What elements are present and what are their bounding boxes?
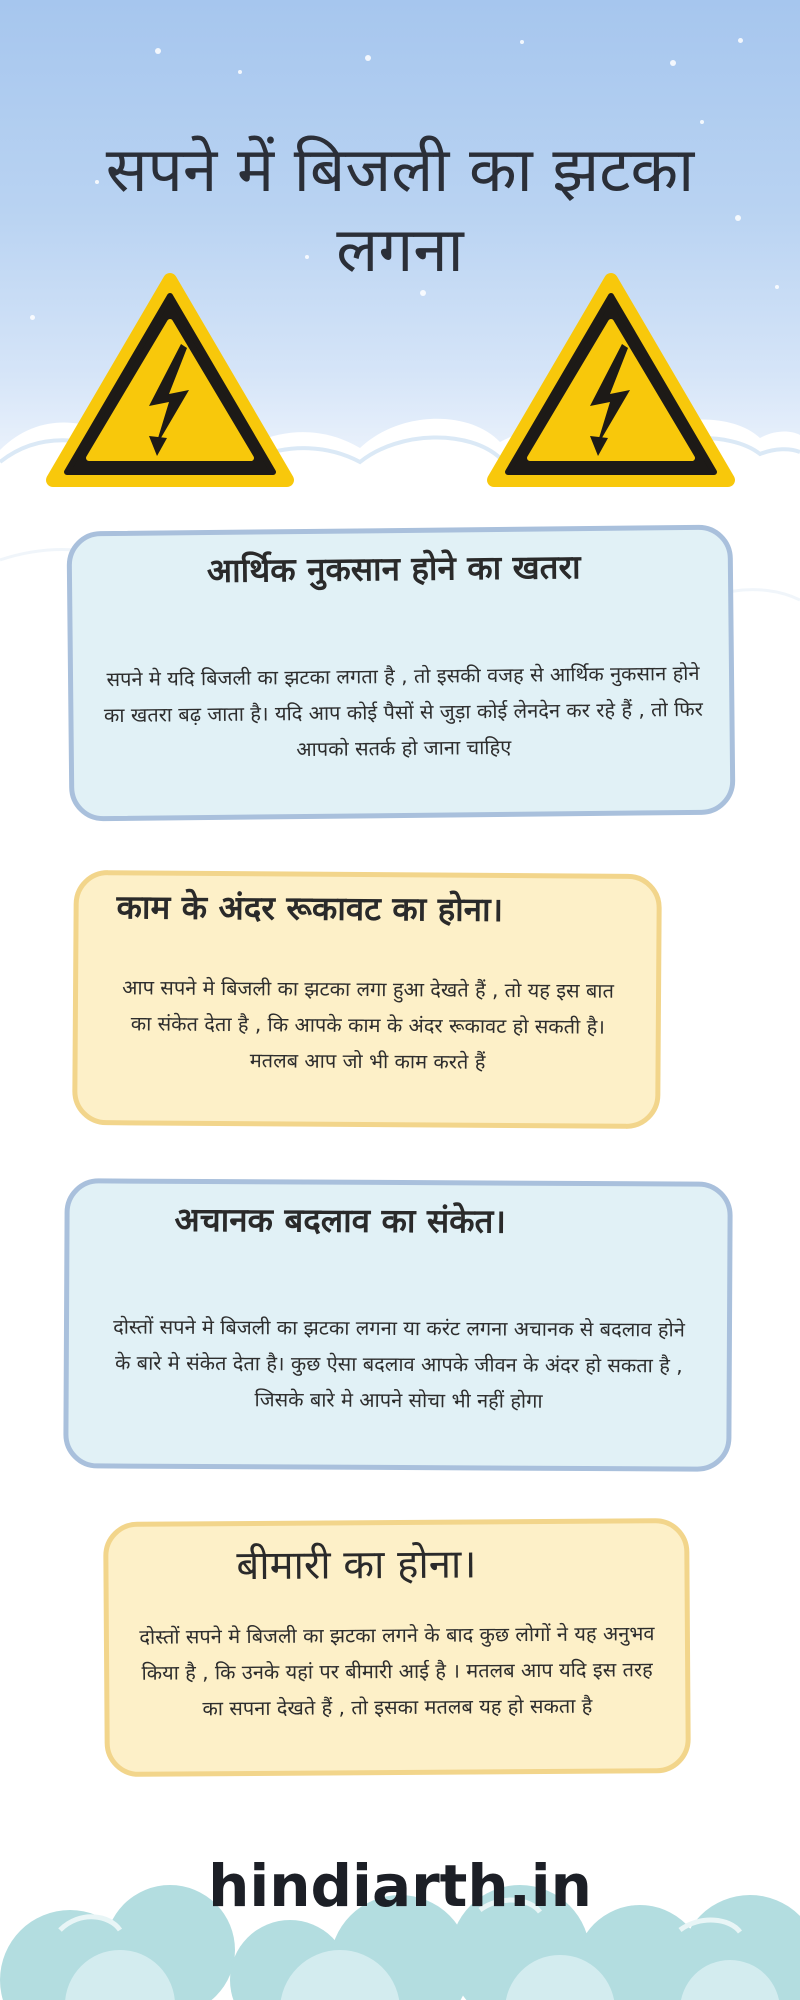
card-heading: अचानक बदलाव का संकेत। [174, 1199, 506, 1241]
card-body: सपने मे यदि बिजली का झटका लगता है , तो इसकी वजह से आर्थिक नुकसान होने का खतरा बढ़ जाता है। यदि आप कोई पैसों से जुड़ा कोई लेनदेन कर रहे हैं , तो फिर आपको सतर्क हो जाना चाहिए [103, 660, 703, 762]
info-card-sudden-change [63, 1178, 733, 1471]
info-card-work-obstacle [72, 870, 662, 1129]
card-heading: बीमारी का होना। [236, 1541, 477, 1590]
page-title: सपने में बिजली का झटका लगना [105, 133, 695, 286]
card-body: दोस्तों सपने मे बिजली का झटका लगने के बाद कुछ लोगों ने यह अनुभव किया है , कि उनके यहां पर बीमारी आई है । मतलब आप यदि इस तरह का सपना देखते हैं , तो इसका मतलब यह हो सकता है [139, 1621, 655, 1721]
card-heading: काम के अंदर रूकावट का होना। [116, 887, 504, 929]
card-heading: आर्थिक नुकसान होने का खतरा [206, 547, 581, 591]
card-body: आप सपने मे बिजली का झटका लगा हुआ देखते हैं , तो यह इस बात का संकेत देता है , कि आपके काम के अंदर रूकावट हो सकती है। मतलब आप जो भी काम करते हैं [122, 975, 615, 1074]
info-card-financial-loss [66, 525, 735, 822]
high-voltage-warning-icon [486, 272, 736, 492]
site-brand: hindiarth.in [208, 1852, 592, 1920]
card-body: दोस्तों सपने मे बिजली का झटका लगना या करंट लगना अचानक से बदलाव होने के बारे मे संकेत देता है। कुछ ऐसा बदलाव आपके जीवन के अंदर हो सकता है , जिसके बारे मे आपने सोचा भी नहीं होगा [113, 1314, 685, 1413]
info-card-illness [103, 1518, 691, 1777]
high-voltage-warning-icon [45, 272, 295, 492]
